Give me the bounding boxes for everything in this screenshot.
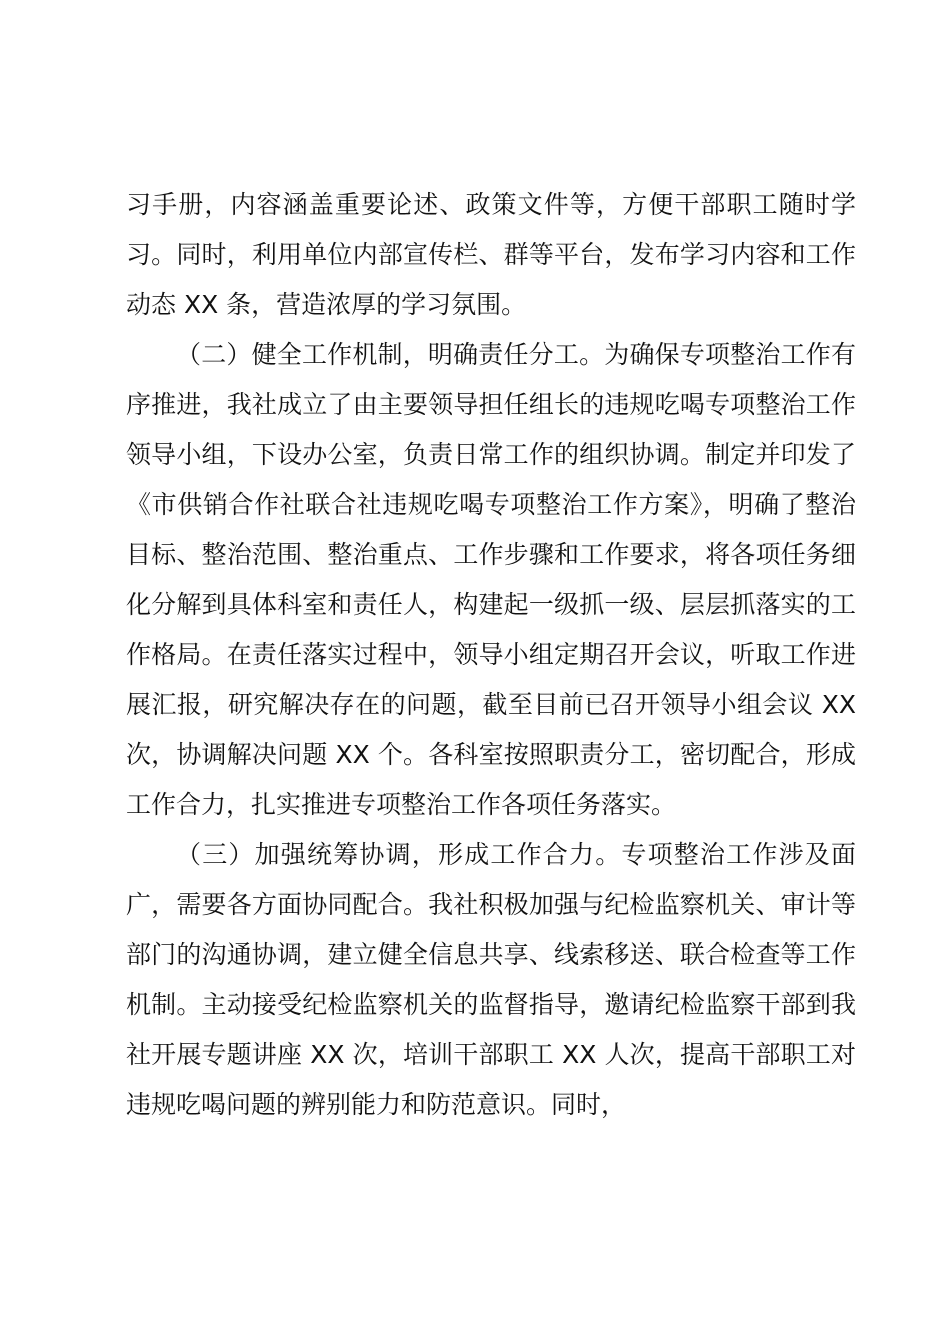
paragraph-coordination: （三）加强统筹协调，形成工作合力。专项整治工作涉及面广，需要各方面协同配合。我社积极加强与纪检监察机关、审计等部门的沟通协调，建立健全信息共享、线索移送、联合检查等工作机制。主动接受纪检监察机关的监督指导，邀请纪检监察干部到我社开展专题讲座 XX 次，培训干部职工 XX 人次，提高干部职工对违规吃喝问题的辨别能力和防范意识。同时， [126, 840, 856, 1119]
document-body [126, 180, 856, 1130]
paragraph-continued: 习手册，内容涵盖重要论述、政策文件等，方便干部职工随时学习。同时，利用单位内部宣传栏、群等平台，发布学习内容和工作动态 XX 条，营造浓厚的学习氛围。 [126, 190, 856, 319]
paragraph-work-mechanism: （二）健全工作机制，明确责任分工。为确保专项整治工作有序推进，我社成立了由主要领导担任组长的违规吃喝专项整治工作领导小组，下设办公室，负责日常工作的组织协调。制定并印发了《市供销合作社联合社违规吃喝专项整治工作方案》，明确了整治目标、整治范围、整治重点、工作步骤和工作要求，将各项任务细化分解到具体科室和责任人，构建起一级抓一级、层层抓落实的工作格局。在责任落实过程中，领导小组定期召开会议，听取工作进展汇报，研究解决存在的问题，截至目前已召开领导小组会议 XX 次，协调解决问题 XX 个。各科室按照职责分工，密切配合，形成工作合力，扎实推进专项整治工作各项任务落实。 [126, 340, 856, 819]
